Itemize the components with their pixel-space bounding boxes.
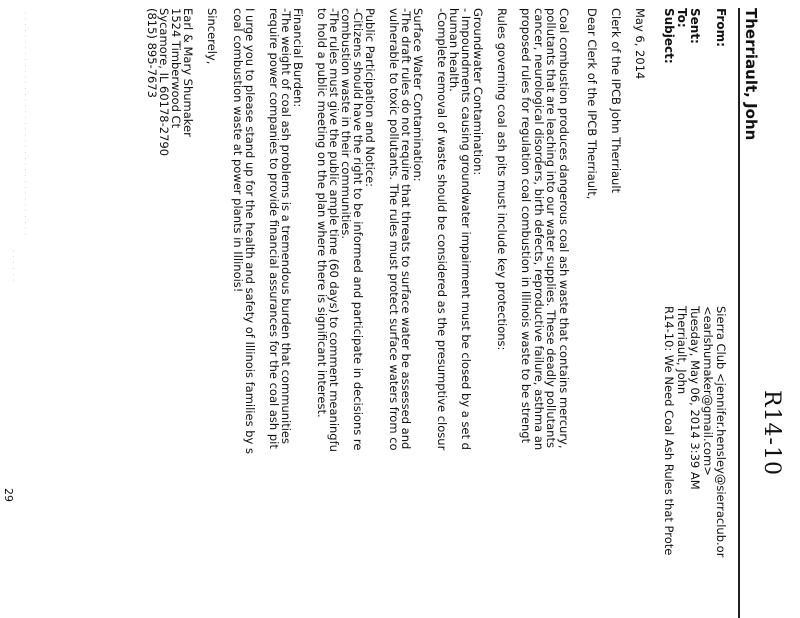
from-email: <earlshumaker@gmail.com> xyxy=(701,306,715,476)
section-line: -The rules must give the public ample time (60 days) to comment meaningfu xyxy=(327,8,341,452)
signature-line: 1524 Timberwood Ct xyxy=(169,8,183,129)
rules-line: Rules governing coal ash pits must include key protections: xyxy=(495,8,509,351)
letter-salutation: Dear Clerk of the IPCB Therriault, xyxy=(585,8,599,200)
signature-line: (815) 895-7673 xyxy=(145,8,159,98)
urge-line: I urge you to please stand up for the health and safety of Illinois families by s xyxy=(243,8,257,454)
header-rule xyxy=(738,8,740,618)
section-heading: Financial Burden: xyxy=(291,8,305,108)
section-line: to hold a public meeting on the plan where there is significant interest. xyxy=(315,8,329,418)
scan-footer-mark: . . . . . . xyxy=(11,250,18,282)
section-heading: Surface Water Contamination: xyxy=(411,8,425,182)
subject-value: R14-10: We Need Coal Ash Rules that Prote xyxy=(662,306,676,556)
intro-line: pollutants that are leaching into our water supplies. These deadly pollutants xyxy=(544,8,559,448)
section-line: -The draft rules do not require that threats to surface water be assessed and xyxy=(399,8,413,450)
section-line: - Impoundments causing groundwater impairment must be closed by a set d xyxy=(459,8,473,450)
sender-name: Therriault, John xyxy=(742,8,760,141)
section-line: require power companies to provide financial assurances for the coal ash pit xyxy=(267,8,281,449)
page-number: 29 xyxy=(2,488,15,502)
letter-date: May 6, 2014 xyxy=(633,8,647,80)
subject-label: Subject: xyxy=(662,8,676,64)
section-line: -The weight of coal ash problems is a tremendous burden that communities xyxy=(279,8,293,444)
letter-addressee: Clerk of the IPCB John Therriault xyxy=(609,8,623,194)
from-value: Sierra Club <jennifer.hensley@sierraclub.or xyxy=(714,306,728,558)
intro-line: Coal combustion produces dangerous coal ash waste that contains mercury, xyxy=(557,8,571,449)
section-line: -Citizens should have the right to be informed and participate in decisions re xyxy=(351,8,365,451)
section-line: -Complete removal of waste should be considered as the presumptive closur xyxy=(435,8,449,451)
section-heading: Public Participation and Notice: xyxy=(363,8,377,188)
section-line: human health. xyxy=(447,8,461,92)
intro-line: cancer, neurological disorders, birth defects, reproductive failure, asthma an xyxy=(532,8,546,451)
to-label: To: xyxy=(675,8,689,28)
urge-line: coal combustion waste at power plants in Illinois! xyxy=(231,8,245,293)
sent-value: Tuesday, May 06, 2014 3:39 AM xyxy=(688,306,702,490)
to-value: Therriault, John xyxy=(675,306,689,395)
section-line: vulnerable to toxic pollutants. The rules must protect surface waters from co xyxy=(387,8,401,451)
section-line: combustion waste in their communities. xyxy=(339,8,353,240)
from-label: From: xyxy=(714,8,728,47)
section-heading: Groundwater Contamination: xyxy=(471,8,485,176)
signature-line: Earl & Mary Shumaker xyxy=(181,8,195,137)
intro-line: proposed rules for regulation coal combustion in Illinois waste to be strengt xyxy=(519,8,534,444)
document-id: R14-10 xyxy=(759,390,784,476)
scan-footer-noise: . . . . . . . . . . . . . . . . . . . . . . . . . . . . . . . . . . . . . . . xyxy=(23,12,30,236)
sent-label: Sent: xyxy=(688,8,702,44)
signature-line: Sycamore, IL 60178-2790 xyxy=(157,8,171,157)
closing: Sincerely, xyxy=(205,8,219,65)
